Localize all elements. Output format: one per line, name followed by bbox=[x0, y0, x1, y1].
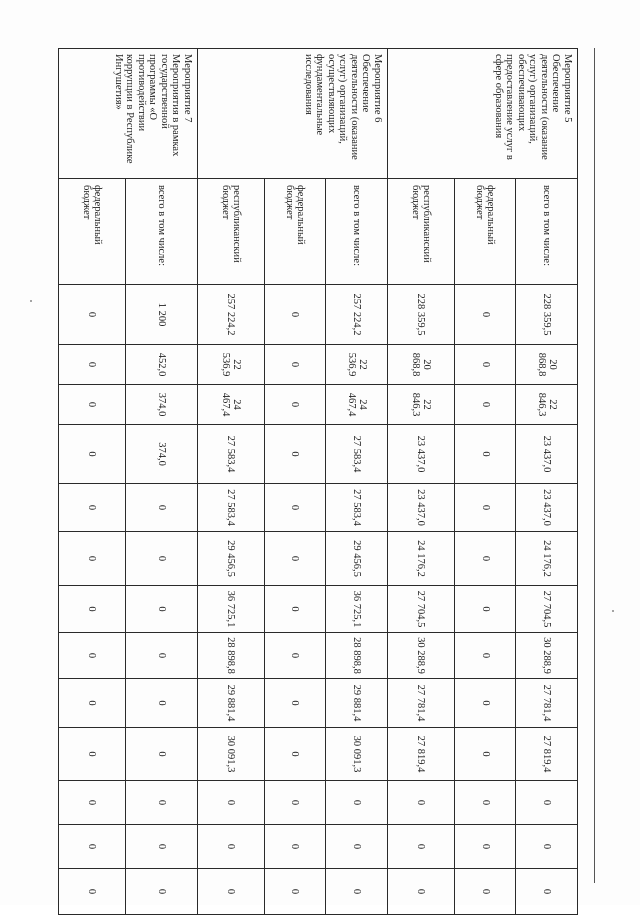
value-cell: 1 200 bbox=[125, 285, 197, 345]
value-cell: 23 437,0 bbox=[516, 425, 578, 484]
value-cell: 0 bbox=[454, 532, 516, 586]
value-cell: 30 288,9 bbox=[516, 633, 578, 679]
table-row bbox=[387, 49, 454, 915]
value-cell: 0 bbox=[516, 869, 578, 915]
value-cell: 0 bbox=[264, 385, 326, 425]
value-cell: 27 583,4 bbox=[326, 425, 388, 484]
value-cell: 0 bbox=[125, 633, 197, 679]
value-cell: 0 bbox=[454, 869, 516, 915]
value-cell: 0 bbox=[125, 825, 197, 869]
value-cell: 0 bbox=[59, 633, 126, 679]
value-cell: 20 868,8 bbox=[387, 345, 454, 385]
scan-speck bbox=[30, 300, 32, 302]
value-cell: 0 bbox=[264, 285, 326, 345]
value-cell: 0 bbox=[264, 869, 326, 915]
table-row bbox=[59, 49, 126, 915]
value-cell: 452,0 bbox=[125, 345, 197, 385]
value-cell: 22 536,9 bbox=[197, 345, 264, 385]
value-cell: 0 bbox=[59, 532, 126, 586]
value-cell: 0 bbox=[59, 728, 126, 781]
value-cell: 0 bbox=[516, 825, 578, 869]
value-cell: 0 bbox=[264, 633, 326, 679]
rotated-budget-table bbox=[58, 48, 578, 895]
value-cell: 30 288,9 bbox=[387, 633, 454, 679]
value-cell: 0 bbox=[59, 869, 126, 915]
value-cell: 24 467,4 bbox=[197, 385, 264, 425]
value-cell: 374,0 bbox=[125, 425, 197, 484]
value-cell: 23 437,0 bbox=[387, 484, 454, 532]
value-cell: 29 881,4 bbox=[326, 679, 388, 728]
value-cell: 0 bbox=[197, 869, 264, 915]
value-cell: 24 176,2 bbox=[387, 532, 454, 586]
table-row bbox=[264, 49, 326, 915]
scan-speck bbox=[612, 610, 614, 612]
value-cell: 0 bbox=[264, 781, 326, 825]
funding-source-cell: всего в том числе: bbox=[326, 179, 388, 285]
value-cell: 27 819,4 bbox=[516, 728, 578, 781]
value-cell: 0 bbox=[264, 728, 326, 781]
value-cell: 27 819,4 bbox=[387, 728, 454, 781]
value-cell: 0 bbox=[454, 425, 516, 484]
value-cell: 29 456,5 bbox=[197, 532, 264, 586]
value-cell: 0 bbox=[387, 825, 454, 869]
funding-source-cell: федеральный бюджет bbox=[59, 179, 126, 285]
value-cell: 28 898,8 bbox=[197, 633, 264, 679]
value-cell: 374,0 bbox=[125, 385, 197, 425]
value-cell: 0 bbox=[59, 285, 126, 345]
value-cell: 257 224,2 bbox=[197, 285, 264, 345]
funding-source-cell: всего в том числе: bbox=[125, 179, 197, 285]
table-row bbox=[197, 49, 264, 915]
value-cell: 0 bbox=[387, 781, 454, 825]
value-cell: 0 bbox=[264, 425, 326, 484]
value-cell: 0 bbox=[454, 633, 516, 679]
table-row bbox=[326, 49, 388, 915]
value-cell: 0 bbox=[454, 586, 516, 633]
table-body bbox=[59, 49, 578, 915]
value-cell: 0 bbox=[387, 869, 454, 915]
value-cell: 0 bbox=[125, 869, 197, 915]
value-cell: 29 456,5 bbox=[326, 532, 388, 586]
value-cell: 29 881,4 bbox=[197, 679, 264, 728]
value-cell: 0 bbox=[454, 484, 516, 532]
value-cell: 36 725,1 bbox=[326, 586, 388, 633]
value-cell: 0 bbox=[454, 728, 516, 781]
value-cell: 0 bbox=[326, 825, 388, 869]
value-cell: 36 725,1 bbox=[197, 586, 264, 633]
value-cell: 27 583,4 bbox=[326, 484, 388, 532]
value-cell: 228 359,5 bbox=[387, 285, 454, 345]
value-cell: 0 bbox=[125, 532, 197, 586]
value-cell: 0 bbox=[125, 781, 197, 825]
value-cell: 0 bbox=[125, 484, 197, 532]
funding-source-cell: республиканский бюджет bbox=[197, 179, 264, 285]
value-cell: 27 781,4 bbox=[516, 679, 578, 728]
event-label-cell: Мероприятие 6 Обеспечение деятельности (оказание услуг) организаций, осуществляющих фундаментальные исследования bbox=[197, 49, 387, 179]
event-label-cell: Мероприятие 5 Обеспечение деятельности (оказание услуг) организаций, обеспечивающих предоставление услуг в сфере образования bbox=[387, 49, 577, 179]
value-cell: 0 bbox=[59, 425, 126, 484]
value-cell: 0 bbox=[264, 484, 326, 532]
value-cell: 0 bbox=[454, 781, 516, 825]
value-cell: 28 898,8 bbox=[326, 633, 388, 679]
table-row bbox=[516, 49, 578, 915]
value-cell: 27 704,5 bbox=[387, 586, 454, 633]
value-cell: 0 bbox=[125, 679, 197, 728]
value-cell: 23 437,0 bbox=[387, 425, 454, 484]
value-cell: 27 704,5 bbox=[516, 586, 578, 633]
table-row bbox=[454, 49, 516, 915]
value-cell: 0 bbox=[264, 825, 326, 869]
funding-source-cell: федеральный бюджет bbox=[264, 179, 326, 285]
value-cell: 0 bbox=[516, 781, 578, 825]
value-cell: 22 536,9 bbox=[326, 345, 388, 385]
value-cell: 257 224,2 bbox=[326, 285, 388, 345]
value-cell: 23 437,0 bbox=[516, 484, 578, 532]
value-cell: 0 bbox=[125, 728, 197, 781]
funding-source-cell: республиканский бюджет bbox=[387, 179, 454, 285]
value-cell: 0 bbox=[326, 869, 388, 915]
value-cell: 27 781,4 bbox=[387, 679, 454, 728]
event-label-cell: Мероприятие 7 Мероприятия в рамках государственной программы «О противодействии коррупции в Республике Ингушетия» bbox=[59, 49, 198, 179]
value-cell: 27 583,4 bbox=[197, 425, 264, 484]
value-cell: 0 bbox=[454, 345, 516, 385]
value-cell: 0 bbox=[59, 679, 126, 728]
value-cell: 0 bbox=[59, 825, 126, 869]
value-cell: 0 bbox=[59, 586, 126, 633]
value-cell: 30 091,3 bbox=[326, 728, 388, 781]
page-edge-line bbox=[594, 48, 595, 883]
value-cell: 0 bbox=[454, 679, 516, 728]
value-cell: 0 bbox=[59, 781, 126, 825]
value-cell: 0 bbox=[59, 385, 126, 425]
funding-source-cell: всего в том числе: bbox=[516, 179, 578, 285]
value-cell: 24 176,2 bbox=[516, 532, 578, 586]
budget-table bbox=[58, 48, 578, 915]
value-cell: 0 bbox=[59, 484, 126, 532]
value-cell: 0 bbox=[264, 532, 326, 586]
value-cell: 30 091,3 bbox=[197, 728, 264, 781]
value-cell: 0 bbox=[197, 825, 264, 869]
value-cell: 0 bbox=[454, 825, 516, 869]
value-cell: 22 846,3 bbox=[387, 385, 454, 425]
value-cell: 0 bbox=[125, 586, 197, 633]
value-cell: 0 bbox=[264, 345, 326, 385]
value-cell: 22 846,3 bbox=[516, 385, 578, 425]
value-cell: 0 bbox=[264, 679, 326, 728]
value-cell: 0 bbox=[454, 385, 516, 425]
value-cell: 0 bbox=[59, 345, 126, 385]
funding-source-cell: федеральный бюджет bbox=[454, 179, 516, 285]
value-cell: 27 583,4 bbox=[197, 484, 264, 532]
value-cell: 0 bbox=[326, 781, 388, 825]
value-cell: 0 bbox=[454, 285, 516, 345]
value-cell: 24 467,4 bbox=[326, 385, 388, 425]
value-cell: 0 bbox=[197, 781, 264, 825]
value-cell: 20 868,8 bbox=[516, 345, 578, 385]
value-cell: 228 359,5 bbox=[516, 285, 578, 345]
value-cell: 0 bbox=[264, 586, 326, 633]
table-row bbox=[125, 49, 197, 915]
